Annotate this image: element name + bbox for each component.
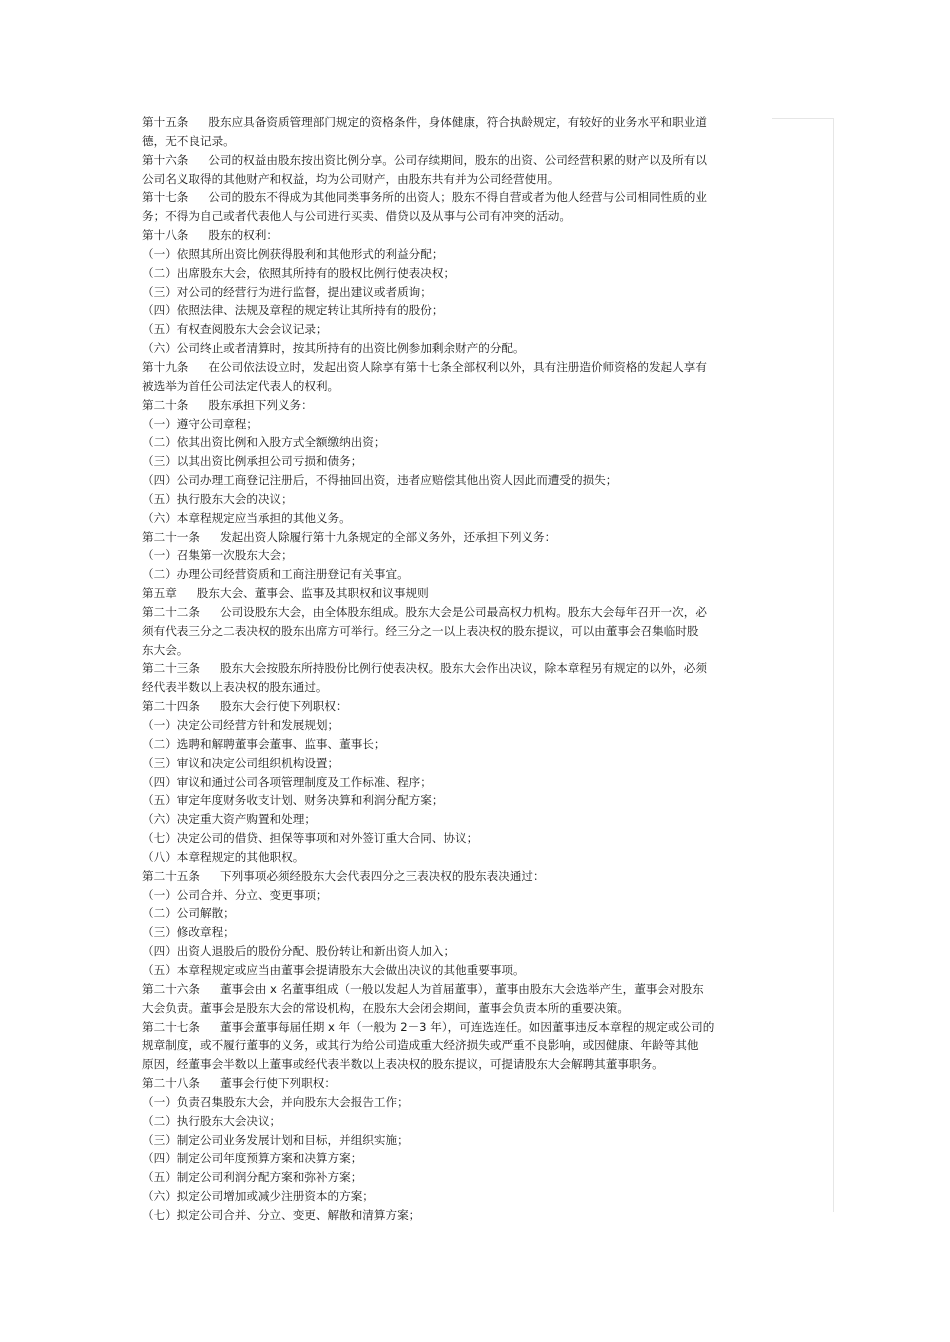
article-line bbox=[142, 358, 822, 377]
line-text: （六）公司终止或者清算时，按其所持有的出资比例参加剩余财产的分配。 bbox=[142, 341, 525, 356]
line-text: 发起出资人除履行第十九条规定的全部义务外，还承担下列义务： bbox=[219, 529, 557, 544]
article-heading: 第二十三条 bbox=[142, 661, 200, 676]
text-line bbox=[142, 1055, 822, 1074]
text-line bbox=[142, 641, 822, 660]
text-line bbox=[142, 132, 822, 151]
line-text: （三）以其出资比例承担公司亏损和债务； bbox=[142, 454, 363, 469]
text-line bbox=[142, 923, 822, 942]
line-text: （五）制定公司利润分配方案和弥补方案； bbox=[142, 1170, 363, 1185]
line-text: （一）公司合并、分立、变更事项； bbox=[142, 887, 328, 902]
line-text: 董事会行使下列职权： bbox=[219, 1076, 336, 1091]
line-text: （一）负责召集股东大会，并向股东大会报告工作； bbox=[142, 1094, 409, 1109]
line-text: （六）拟定公司增加或减少注册资本的方案； bbox=[142, 1189, 374, 1204]
line-text: （二）选聘和解聘董事会董事、监事、董事长； bbox=[142, 736, 386, 751]
article-line bbox=[142, 1074, 822, 1093]
text-line bbox=[142, 848, 822, 867]
line-text: （三）对公司的经营行为进行监督，提出建议或者质询； bbox=[142, 284, 432, 299]
text-line bbox=[142, 320, 822, 339]
text-line bbox=[142, 490, 822, 509]
text-line bbox=[142, 471, 822, 490]
text-line bbox=[142, 377, 822, 396]
text-line bbox=[142, 791, 822, 810]
article-heading: 第二十条 bbox=[142, 397, 189, 412]
text-line bbox=[142, 622, 822, 641]
line-text: 东大会。 bbox=[142, 642, 189, 657]
text-line bbox=[142, 546, 822, 565]
article-heading: 第十七条 bbox=[142, 190, 189, 205]
line-text: （六）本章程规定应当承担的其他义务。 bbox=[142, 510, 351, 525]
line-text: 公司的权益由股东按出资比例分享。公司存续期间，股东的出资、公司经营积累的财产以及所有以 bbox=[208, 152, 707, 167]
line-text: （三）修改章程； bbox=[142, 925, 235, 940]
article-heading: 第二十六条 bbox=[142, 981, 200, 996]
article-line bbox=[142, 188, 822, 207]
article-heading: 第十五条 bbox=[142, 115, 189, 129]
line-text: （七）决定公司的借贷、担保等事项和对外签订重大合同、协议； bbox=[142, 831, 479, 846]
line-text: 股东的权利： bbox=[208, 228, 278, 243]
article-line bbox=[142, 584, 822, 603]
text-line bbox=[142, 1168, 822, 1187]
text-line bbox=[142, 1093, 822, 1112]
line-text: （八）本章程规定的其他职权。 bbox=[142, 849, 305, 864]
line-text: 董事会由 x 名董事组成（一般以发起人为首届董事），董事由股东大会选举产生，董事会对股东 bbox=[219, 981, 704, 996]
line-text: 经代表半数以上表决权的股东通过。 bbox=[142, 680, 328, 695]
line-text: 在公司依法设立时，发起出资人除享有第十七条全部权利以外，具有注册造价师资格的发起人享有 bbox=[208, 359, 707, 374]
line-text: （七）拟定公司合并、分立、变更、解散和清算方案； bbox=[142, 1207, 421, 1222]
text-line bbox=[142, 1206, 822, 1225]
text-line bbox=[142, 565, 822, 584]
text-line bbox=[142, 1112, 822, 1131]
line-text: 股东大会按股东所持股份比例行使表决权。股东大会作出决议，除本章程另有规定的以外，必须 bbox=[219, 661, 707, 676]
line-text: 董事会董事每届任期 x 年（一般为 2－3 年），可连选连任。如因董事违反本章程的规定或公司的 bbox=[219, 1019, 715, 1034]
article-line bbox=[142, 113, 822, 132]
line-text: 股东应具备资质管理部门规定的资格条件，身体健康，符合执龄规定，有较好的业务水平和职业道 bbox=[208, 115, 707, 129]
line-text: （五）审定年度财务收支计划、财务决算和利润分配方案； bbox=[142, 793, 444, 808]
line-text: 股东大会、董事会、监事及其职权和议事规则 bbox=[196, 586, 429, 601]
line-text: 规章制度，或不履行董事的义务，或其行为给公司造成重大经济损失或严重不良影响，或因健康、年龄等其他 bbox=[142, 1038, 699, 1053]
text-line bbox=[142, 1036, 822, 1055]
line-text: （二）出席股东大会，依照其所持有的股权比例行使表决权； bbox=[142, 265, 456, 280]
line-text: 公司的股东不得成为其他同类事务所的出资人；股东不得自营或者为他人经营与公司相同性质的业 bbox=[208, 190, 707, 205]
line-text: （一）依照其所出资比例获得股利和其他形式的利益分配； bbox=[142, 246, 444, 261]
article-line bbox=[142, 867, 822, 886]
article-line bbox=[142, 226, 822, 245]
line-text: （二）办理公司经营资质和工商注册登记有关事宜。 bbox=[142, 567, 409, 582]
text-line bbox=[142, 415, 822, 434]
text-line bbox=[142, 170, 822, 189]
line-text: 德，无不良记录。 bbox=[142, 133, 235, 148]
line-text: （一）决定公司经营方针和发展规划； bbox=[142, 718, 340, 732]
article-heading: 第二十四条 bbox=[142, 699, 200, 714]
line-text: （五）有权查阅股东大会会议记录； bbox=[142, 322, 328, 337]
line-text: （二）执行股东大会决议； bbox=[142, 1113, 282, 1128]
text-line bbox=[142, 754, 822, 773]
text-line bbox=[142, 1149, 822, 1168]
line-text: （六）决定重大资产购置和处理； bbox=[142, 812, 316, 827]
line-text: （三）审议和决定公司组织机构设置； bbox=[142, 755, 340, 770]
line-text: 股东承担下列义务： bbox=[208, 397, 313, 412]
page-border-right bbox=[833, 118, 834, 1212]
article-line bbox=[142, 528, 822, 547]
article-heading: 第二十二条 bbox=[142, 604, 200, 619]
article-line bbox=[142, 396, 822, 415]
article-heading: 第二十七条 bbox=[142, 1019, 200, 1034]
article-line bbox=[142, 980, 822, 999]
text-line bbox=[142, 678, 822, 697]
line-text: （一）召集第一次股东大会； bbox=[142, 548, 293, 563]
article-heading: 第二十八条 bbox=[142, 1076, 200, 1091]
line-text: （五）执行股东大会的决议； bbox=[142, 491, 293, 506]
line-text: 被选举为首任公司法定代表人的权利。 bbox=[142, 378, 340, 393]
line-text: （三）制定公司业务发展计划和目标，并组织实施； bbox=[142, 1132, 409, 1147]
line-text: （四）公司办理工商登记注册后，不得抽回出资，违者应赔偿其他出资人因此而遭受的损失； bbox=[142, 473, 618, 488]
text-line bbox=[142, 961, 822, 980]
text-line bbox=[142, 1187, 822, 1206]
line-text: 下列事项必须经股东大会代表四分之三表决权的股东表决通过： bbox=[219, 868, 545, 883]
text-line bbox=[142, 1131, 822, 1150]
article-heading: 第二十一条 bbox=[142, 529, 200, 544]
text-line bbox=[142, 735, 822, 754]
text-line bbox=[142, 509, 822, 528]
line-text: （二）依其出资比例和入股方式全额缴纳出资； bbox=[142, 435, 386, 450]
article-line bbox=[142, 697, 822, 716]
line-text: 股东大会行使下列职权： bbox=[219, 699, 348, 714]
article-heading: 第二十五条 bbox=[142, 868, 200, 883]
line-text: 公司设股东大会，由全体股东组成。股东大会是公司最高权力机构。股东大会每年召开一次，必 bbox=[219, 604, 707, 619]
line-text: 原因，经董事会半数以上董事或经代表半数以上表决权的股东提议，可提请股东大会解聘其董事职务。 bbox=[142, 1057, 664, 1072]
text-line bbox=[142, 207, 822, 226]
document-body bbox=[142, 113, 822, 1225]
text-line bbox=[142, 829, 822, 848]
text-line bbox=[142, 245, 822, 264]
text-line bbox=[142, 339, 822, 358]
article-heading: 第五章 bbox=[142, 586, 177, 601]
article-line bbox=[142, 151, 822, 170]
line-text: （二）公司解散； bbox=[142, 906, 235, 921]
article-line bbox=[142, 1018, 822, 1037]
text-line bbox=[142, 716, 822, 735]
line-text: 公司名义取得的其他财产和权益，均为公司财产，由股东共有并为公司经营使用。 bbox=[142, 171, 560, 186]
text-line bbox=[142, 773, 822, 792]
text-line bbox=[142, 999, 822, 1018]
line-text: 务；不得为自己或者代表他人与公司进行买卖、借贷以及从事与公司有冲突的活动。 bbox=[142, 209, 571, 224]
text-line bbox=[142, 452, 822, 471]
article-heading: 第十八条 bbox=[142, 228, 189, 243]
text-line bbox=[142, 810, 822, 829]
article-heading: 第十六条 bbox=[142, 152, 189, 167]
line-text: 大会负责。董事会是股东大会的常设机构，在股东大会闭会期间，董事会负责本所的重要决策。 bbox=[142, 1000, 629, 1015]
text-line bbox=[142, 904, 822, 923]
line-text: 须有代表三分之二表决权的股东出席方可举行。经三分之一以上表决权的股东提议，可以由董事会召集临时股 bbox=[142, 623, 699, 638]
text-line bbox=[142, 283, 822, 302]
line-text: （四）审议和通过公司各项管理制度及工作标准、程序； bbox=[142, 774, 432, 789]
text-line bbox=[142, 886, 822, 905]
article-line bbox=[142, 659, 822, 678]
line-text: （四）依照法律、法规及章程的规定转让其所持有的股份； bbox=[142, 303, 444, 318]
line-text: （四）出资人退股后的股份分配、股份转让和新出资人加入； bbox=[142, 944, 456, 959]
line-text: （一）遵守公司章程； bbox=[142, 416, 258, 431]
line-text: （四）制定公司年度预算方案和决算方案； bbox=[142, 1151, 363, 1166]
article-line bbox=[142, 603, 822, 622]
text-line bbox=[142, 264, 822, 283]
line-text: （五）本章程规定或应当由董事会提请股东大会做出决议的其他重要事项。 bbox=[142, 962, 525, 977]
text-line bbox=[142, 942, 822, 961]
text-line bbox=[142, 433, 822, 452]
article-heading: 第十九条 bbox=[142, 359, 189, 374]
text-line bbox=[142, 301, 822, 320]
